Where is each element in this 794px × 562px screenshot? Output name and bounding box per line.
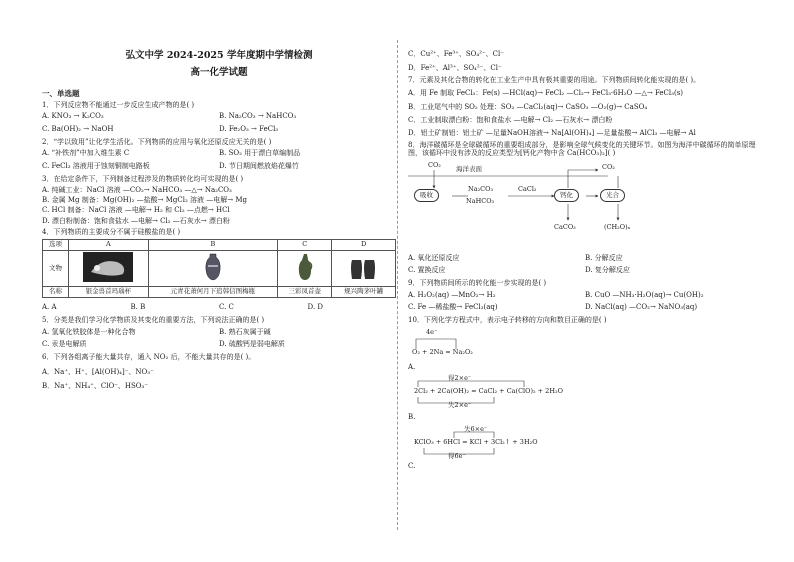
option-c[interactable]: C. FeCl₃ 溶液用于蚀刻铜制电路板: [42, 161, 150, 170]
option-b[interactable]: B．Na⁺、NH₄⁺、ClO⁻、HSO₃⁻: [42, 382, 149, 391]
option-a[interactable]: A. H₂O₂(aq) —MnO₂→ H₂: [408, 290, 496, 299]
option-d[interactable]: D. 复分解反应: [585, 265, 630, 274]
question-stem: 4．下列物质的主要成分不属于硅酸盐的是( ): [42, 228, 181, 237]
artifact-name: 规兴陶茅叶罐: [332, 287, 396, 298]
exam-subtitle: 高一化学试题: [190, 67, 248, 79]
artifact-image-b: [148, 251, 277, 287]
option-d[interactable]: D．Fe²⁺、Al³⁺、SO₄²⁻、Cl⁻: [408, 64, 502, 73]
na2co3-label: Na₂CO₃: [468, 184, 494, 193]
exam-title: 弘文中学 2024-2025 学年度期中学情检测: [125, 50, 313, 61]
option-c[interactable]: C. HCl 制备：NaCl 溶液 —电解→ H₂ 和 Cl₂ —点燃→ HCl: [42, 206, 230, 215]
diagram-lines: [408, 162, 762, 248]
option-d[interactable]: D. D: [307, 302, 323, 311]
option-label: A.: [408, 362, 416, 371]
table-header: D: [332, 240, 396, 251]
question-3: [42, 175, 396, 225]
nahco3-label: NaHCO₃: [466, 196, 495, 205]
question-stem: 7．元素及其化合物的转化在工业生产中具有极其重要的用途。下列物质间转化能实现的是( )。: [408, 75, 701, 84]
option-a[interactable]: A．用 Fe 制取 FeCl₃：Fe(s) —HCl(aq)→ FeCl₂ —Cl₂→ FeCl₃·6H₂O —△→ FeCl₃(s): [408, 89, 684, 98]
question-7: [408, 76, 762, 138]
artifact-image-c: [278, 251, 332, 287]
option-d[interactable]: D. Fe₂O₃ → FeCl₃: [219, 124, 279, 133]
option-d[interactable]: D. 硫酸钙是弱电解质: [219, 340, 285, 349]
question-5: [42, 316, 396, 350]
equation: KClO₃ + 6HCl = KCl + 3Cl₂↑ + 3H₂O: [414, 437, 538, 446]
question-stem: 9．下列物质间所示的转化能一步实现的是( ): [408, 279, 547, 288]
equation: 2Cl₂ + 2Ca(OH)₂ = CaCl₂ + Ca(ClO)₂ + 2H₂O: [414, 387, 563, 396]
question-stem: 1．下列反应物不能通过一步反应生成产物的是( ): [42, 100, 195, 109]
option-c[interactable]: [408, 426, 762, 460]
option-b[interactable]: B. B: [130, 302, 146, 311]
option-b[interactable]: B. 熟石灰属于碱: [219, 327, 271, 336]
gain-electron-label: 得2×e⁻: [448, 374, 472, 383]
surface-label: 海洋表面: [456, 164, 482, 173]
option-c[interactable]: C. Ba(OH)₂ → NaOH: [42, 124, 114, 133]
absorb-node: 吸收: [414, 189, 439, 203]
table-header: A: [69, 240, 149, 251]
option-b[interactable]: B. Na₂CO₃ → NaHCO₃: [219, 112, 297, 121]
question-6: [42, 353, 396, 390]
option-a[interactable]: [408, 329, 762, 363]
option-b[interactable]: B．工业尾气中的 SO₂ 处理：SO₂ —CaCl₂(aq)→ CaSO₃ —O₂(g)→ CaSO₄: [408, 102, 648, 111]
lose-electron-label: 失6×e⁻: [464, 424, 488, 433]
co2-label: CO₂: [428, 160, 441, 169]
calcify-node: 钙化: [554, 189, 579, 203]
question-10: [408, 316, 762, 470]
artifact-image-a: [69, 251, 149, 287]
lose-electron-label: 失2×e⁻: [448, 401, 472, 410]
right-column: [408, 48, 762, 470]
option-c[interactable]: C．Cu²⁺、Fe³⁺、SO₄²⁻、Cl⁻: [408, 50, 504, 58]
question-stem: 6．下列各组离子能大量共存，通入 NO₂ 后，不能大量共存的是( )。: [42, 353, 256, 362]
option-a[interactable]: A. A: [42, 302, 57, 311]
photosynthesis-node: 光合: [600, 189, 625, 203]
question-stem: 10．下列化学方程式中，表示电子转移的方向和数目正确的是( ): [408, 316, 607, 325]
table-header: B: [148, 240, 277, 251]
caco3-label: CaCO₃: [554, 222, 576, 231]
question-stem: 3．在给定条件下，下列制备过程涉及的物质转化均可实现的是( ): [42, 175, 244, 184]
left-column: [42, 40, 396, 393]
table-header: C: [278, 240, 332, 251]
option-label: B.: [408, 413, 416, 422]
carbon-cycle-diagram: [408, 162, 762, 248]
artifact-name: 元青花萧何月下追韩信图梅瓶: [148, 287, 277, 298]
artifact-name: 银金兽首玛瑙杯: [69, 287, 149, 298]
gain-electron-label: 得6e⁻: [448, 451, 466, 460]
option-a[interactable]: A. KNO₃ → K₂CO₃: [42, 112, 104, 121]
option-d[interactable]: D. 节日期间燃放焰花爆竹: [219, 161, 299, 170]
option-b[interactable]: B. SO₂ 用于漂白草编制品: [219, 149, 301, 158]
option-c[interactable]: C．工业制取漂白粉：饱和食盐水 —电解→ Cl₂ —石灰水→ 漂白粉: [408, 115, 613, 124]
co2-label: CO₂: [602, 162, 615, 171]
section-heading: 一、单选题: [42, 88, 80, 98]
option-label: C.: [408, 461, 416, 470]
question-1: [42, 101, 396, 135]
option-b[interactable]: B. 金属 Mg 制备：Mg(OH)₂ —盐酸→ MgCl₂ 溶液 —电解→ Mg: [42, 195, 248, 204]
option-a[interactable]: A. “补铁剂”中加入维生素 C: [42, 149, 130, 158]
equation: O₂ + 2Na = Na₂O₂: [412, 347, 473, 356]
option-a[interactable]: A. 氢氧化铁胶体是一种化合物: [42, 327, 136, 336]
artifact-image-d: [332, 251, 396, 287]
option-a[interactable]: A. 纯碱工业：NaCl 溶液 —CO₂→ NaHCO₃ —△→ Na₂CO₃: [42, 185, 232, 194]
row-label: 名称: [43, 287, 69, 298]
option-d[interactable]: D. 漂白粉制备：饱和食盐水 —电解→ Cl₂ —石灰水→ 漂白粉: [42, 216, 230, 225]
electron-transfer-label: 4e⁻: [426, 327, 438, 336]
option-b[interactable]: [408, 375, 762, 409]
question-2: [42, 138, 396, 172]
option-b[interactable]: B. CuO —NH₃·H₂O(aq)→ Cu(OH)₂: [585, 290, 704, 299]
row-label: 文物: [43, 251, 69, 287]
option-b[interactable]: B. 分解反应: [585, 253, 623, 262]
question-stem: 8．海洋碳循环是全球碳循环的重要组成部分，是影响全球气候变化的关键环节。如图为海洋中碳循环的简单原理图，该循环中没有涉及的反应类型为[钙化产物中含 Ca(HCO₃)₂]( ): [408, 140, 756, 158]
question-stem: 2．“学以致用”让化学生活化。下列物质的应用与氧化还原反应无关的是( ): [42, 137, 272, 146]
question-9: [408, 279, 762, 313]
option-d[interactable]: D. NaCl(aq) —CO₂→ NaNO₃(aq): [585, 303, 698, 312]
option-c[interactable]: C. C: [219, 302, 234, 311]
option-a[interactable]: A．Na⁺、H⁺、[Al(OH)₄]⁻、NO₃⁻: [42, 367, 154, 376]
option-a[interactable]: A. 氧化还原反应: [408, 253, 460, 262]
question-8: [408, 141, 762, 277]
ch2o-label: (CH₂O)ₓ: [604, 222, 631, 231]
artifact-table: [42, 239, 396, 297]
option-c[interactable]: C. 置换反应: [408, 265, 446, 274]
question-stem: 5．分类是我们学习化学物质及其变化的重要方法，下列说法正确的是( ): [42, 316, 265, 325]
question-4: [42, 228, 396, 313]
column-divider: [397, 40, 398, 530]
table-header: 选项: [43, 240, 69, 251]
option-d[interactable]: D．铝土矿制铝：铝土矿 —足量NaOH溶液→ Na[Al(OH)₄] —足量盐酸→ AlCl₃ —电解→ Al: [408, 129, 696, 138]
option-c[interactable]: C. 汞是电解质: [42, 340, 87, 349]
artifact-name: 三彩凤首壶: [278, 287, 332, 298]
cacl2-label: CaCl₂: [518, 184, 537, 193]
option-c[interactable]: C. Fe —稀盐酸→ FeCl₃(aq): [408, 303, 498, 312]
